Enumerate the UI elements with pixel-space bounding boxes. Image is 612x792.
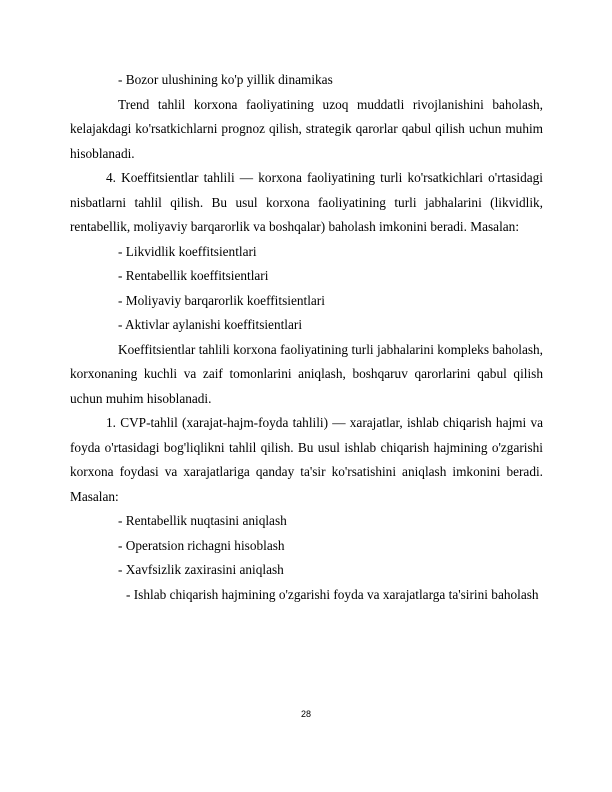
list-item: - Bozor ulushining ko'p yillik dinamikas: [118, 72, 333, 87]
body-text: [70, 68, 543, 607]
list-item: - Likvidlik koeffitsientlari: [118, 243, 257, 259]
list-item-wrapped: - Ishlab chiqarish hajmining o'zgarishi foyda va xarajatlarga ta'sirini baholash: [126, 586, 539, 602]
paragraph: Trend tahlil korxona faoliyatining uzoq muddatli rivojlanishini baholash, kelajakdagi ko'rsatkichlarni prognoz qilish, strategik qarorlar qabul qilish uchun muhim hisoblanadi.: [70, 96, 543, 161]
list-item: - Aktivlar aylanishi koeffitsientlari: [118, 317, 303, 332]
numbered-paragraph: 1. CVP-tahlil (xarajat-hajm-foyda tahlili) — xarajatlar, ishlab chiqarish hajmi va foyda o'rtasidagi bog'liqlikni tahlil qilish. Bu usul ishlab chiqarish hajmining o'zgarishi korxona foydasi va xarajatlariga qanday ta'sir ko'rsatishini aniqlash imkonini beradi. Masalan:: [70, 415, 543, 504]
list-item: - Rentabellik nuqtasini aniqlash: [118, 513, 287, 528]
numbered-paragraph: 4. Koeffitsientlar tahlili — korxona faoliyatining turli ko'rsatkichlari o'rtasidagi nisbatlarni tahlil qilish. Bu usul korxona faoliyatining turli jabhalarini (likvidlik, rentabellik, moliyaviy barqarorlik va boshqalar) baholash imkonini beradi. Masalan:: [70, 170, 543, 234]
page-number: 28: [300, 709, 311, 719]
list-item: - Moliyaviy barqarorlik koeffitsientlari: [118, 292, 325, 308]
paragraph: Koeffitsientlar tahlili korxona faoliyatining turli jabhalarini kompleks baholash, korxonaning kuchli va zaif tomonlarini aniqlash, boshqaruv qarorlarini qabul qilish uchun muhim hisoblanadi.: [70, 341, 543, 406]
list-item: - Rentabellik koeffitsientlari: [118, 268, 269, 283]
list-item: - Xavfsizlik zaxirasini aniqlash: [118, 562, 284, 577]
list-item: - Operatsion richagni hisoblash: [118, 537, 285, 553]
